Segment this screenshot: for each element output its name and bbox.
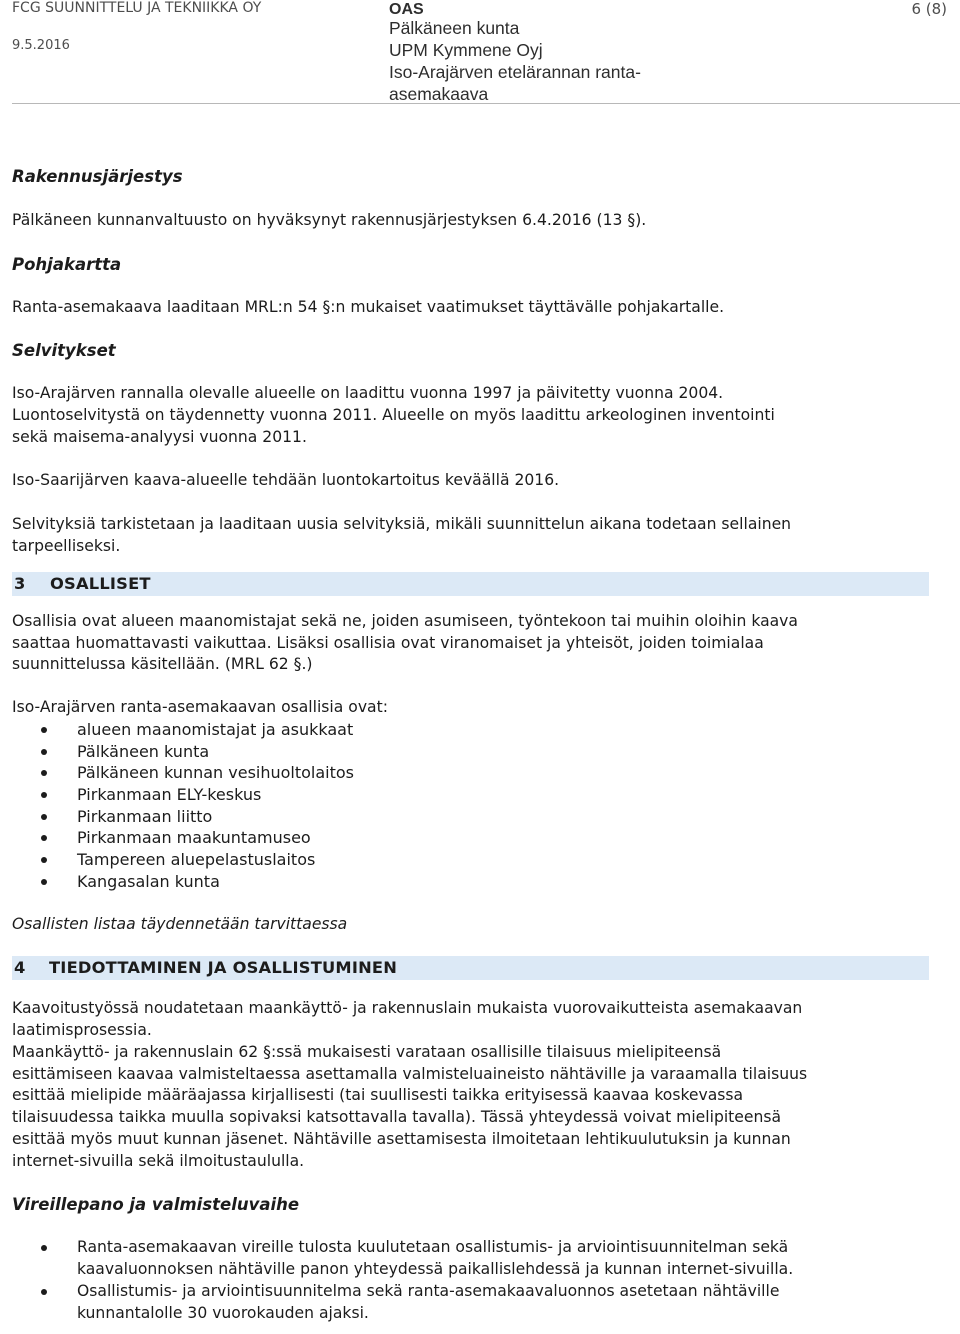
- list-item: alueen maanomistajat ja asukkaat: [12, 719, 932, 741]
- paragraph-line: Kaavoitustyössä noudatetaan maankäyttö- ja rakennuslain mukaista vuorovaikutteista asemakaavan: [12, 999, 803, 1018]
- paragraph-line: sekä maisema-analyysi vuonna 2011.: [12, 427, 307, 446]
- bullet-icon: [41, 814, 47, 820]
- paragraph-line: tarpeelliseksi.: [12, 536, 121, 555]
- paragraph-line: laatimisprosessia.: [12, 1021, 152, 1040]
- bullet-icon: [41, 879, 47, 885]
- paragraph-line: saattaa huomattavasti vaikuttaa. Lisäksi osallisia ovat viranomaiset ja yhteisöt, joiden toimialaa: [12, 633, 764, 652]
- list-item: Ranta-asemakaavan vireille tulosta kuulutetaan osallistumis- ja arviointisuunnitelman sekä kaavaluonnoksen nähtäville panon yhteydessä paikallislehdessä ja kunnan internet-sivuilla.: [12, 1237, 932, 1281]
- paragraph-line: Osallisia ovat alueen maanomistajat sekä ne, joiden asumiseen, työntekoon tai muihin oloihin kaava: [12, 611, 798, 630]
- list-item: Osallistumis- ja arviointisuunnitelma sekä ranta-asemakaavaluonnos asetetaan nähtäville kunnantalolle 30 vuorokauden ajaksi.: [12, 1281, 932, 1325]
- osalliset-note: Osallisten listaa täydennetään tarvittaessa: [12, 915, 348, 934]
- paragraph-line: esittää myös muut kunnan jäsenet. Nähtäville asettamisesta ilmoitetaan lehtikuulutuksin ja kunnan: [12, 1130, 791, 1149]
- paragraph-line: suunnittelussa käsitellään. (MRL 62 §.): [12, 655, 313, 674]
- header-line: asemakaava: [389, 84, 489, 104]
- paragraph-line: esittää mielipide määräajassa kirjallisesti (tai suullisesti taikka erityisessä kaavaa koskevassa: [12, 1086, 744, 1105]
- paragraph: Iso-Saarijärven kaava-alueelle tehdään luontokartoitus keväällä 2016.: [12, 471, 560, 490]
- document-date: 9.5.2016: [12, 38, 70, 53]
- bullet-icon: [41, 835, 47, 841]
- heading-vireillepano: Vireillepano ja valmisteluvaihe: [12, 1194, 300, 1214]
- page-header: [12, 0, 960, 104]
- list-item: Pirkanmaan ELY-keskus: [12, 784, 932, 806]
- paragraph-line: Luontoselvitystä on täydennetty vuonna 2011. Alueelle on myös laadittu arkeologinen inventointi: [12, 405, 775, 424]
- paragraph-line: Selvityksiä tarkistetaan ja laaditaan uusia selvityksiä, mikäli suunnittelun aikana todetaan sellainen: [12, 515, 792, 534]
- bullet-icon: [41, 1289, 47, 1295]
- section-number: 3: [14, 573, 26, 593]
- heading-rakennusjarjestys: Rakennusjärjestys: [12, 167, 183, 186]
- header-title-block: [389, 0, 769, 106]
- bullet-icon: [41, 749, 47, 755]
- page-number: 6 (8): [911, 0, 947, 18]
- list-item: Pirkanmaan maakuntamuseo: [12, 827, 932, 849]
- heading-pohjakartta: Pohjakartta: [12, 254, 122, 274]
- section-title: OSALLISET: [50, 573, 151, 593]
- paragraph: Ranta-asemakaava laaditaan MRL:n 54 §:n mukaiset vaatimukset täyttävälle pohjakartalle.: [12, 298, 725, 317]
- list-item: Pälkäneen kunta: [12, 741, 932, 763]
- heading-selvitykset: Selvitykset: [12, 341, 116, 361]
- list-intro: Iso-Arajärven ranta-asemakaavan osallisia ovat:: [12, 698, 388, 717]
- section-heading-osalliset: [12, 572, 929, 596]
- document-type: OAS: [389, 1, 424, 18]
- paragraph-line: internet-sivuilla sekä ilmoitustaululla.: [12, 1151, 305, 1170]
- list-item: Pälkäneen kunnan vesihuoltolaitos: [12, 762, 932, 784]
- paragraph-line: Maankäyttö- ja rakennuslain 62 §:ssä mukaisesti varataan osallisille tilaisuus mielipiteensä: [12, 1042, 722, 1061]
- bullet-icon: [41, 1245, 47, 1251]
- osalliset-list: [12, 719, 932, 893]
- bullet-icon: [41, 727, 47, 733]
- header-line: Iso-Arajärven etelärannan ranta-: [389, 62, 641, 82]
- bullet-icon: [41, 857, 47, 863]
- list-item: Tampereen aluepelastuslaitos: [12, 849, 932, 871]
- vireillepano-list: [12, 1237, 932, 1324]
- section-number: 4: [14, 958, 26, 978]
- paragraph: Pälkäneen kunnanvaltuusto on hyväksynyt rakennusjärjestyksen 6.4.2016 (13 §).: [12, 210, 647, 229]
- header-line: Pälkäneen kunta: [389, 18, 520, 38]
- paragraph-line: tilaisuudessa taikka muulla sopivaksi katsottavalla tavalla). Tässä yhteydessä voivat mielipiteensä: [12, 1108, 782, 1127]
- paragraph-line: esittämiseen kaavaa valmisteltaessa asettamalla valmisteluaineisto nähtäville ja varaamalla tilaisuus: [12, 1064, 808, 1083]
- company-name: FCG SUUNNITTELU JA TEKNIIKKA OY: [12, 0, 262, 16]
- paragraph-line: Iso-Arajärven rannalla olevalle alueelle on laadittu vuonna 1997 ja päivitetty vuonna 2004.: [12, 383, 724, 402]
- document-body: [12, 166, 932, 1325]
- bullet-icon: [41, 792, 47, 798]
- bullet-icon: [41, 770, 47, 776]
- section-title: TIEDOTTAMINEN JA OSALLISTUMINEN: [49, 958, 398, 978]
- list-item: Pirkanmaan liitto: [12, 806, 932, 828]
- header-line: UPM Kymmene Oyj: [389, 40, 543, 60]
- list-item: Kangasalan kunta: [12, 871, 932, 893]
- section-heading-tiedottaminen: [12, 956, 929, 980]
